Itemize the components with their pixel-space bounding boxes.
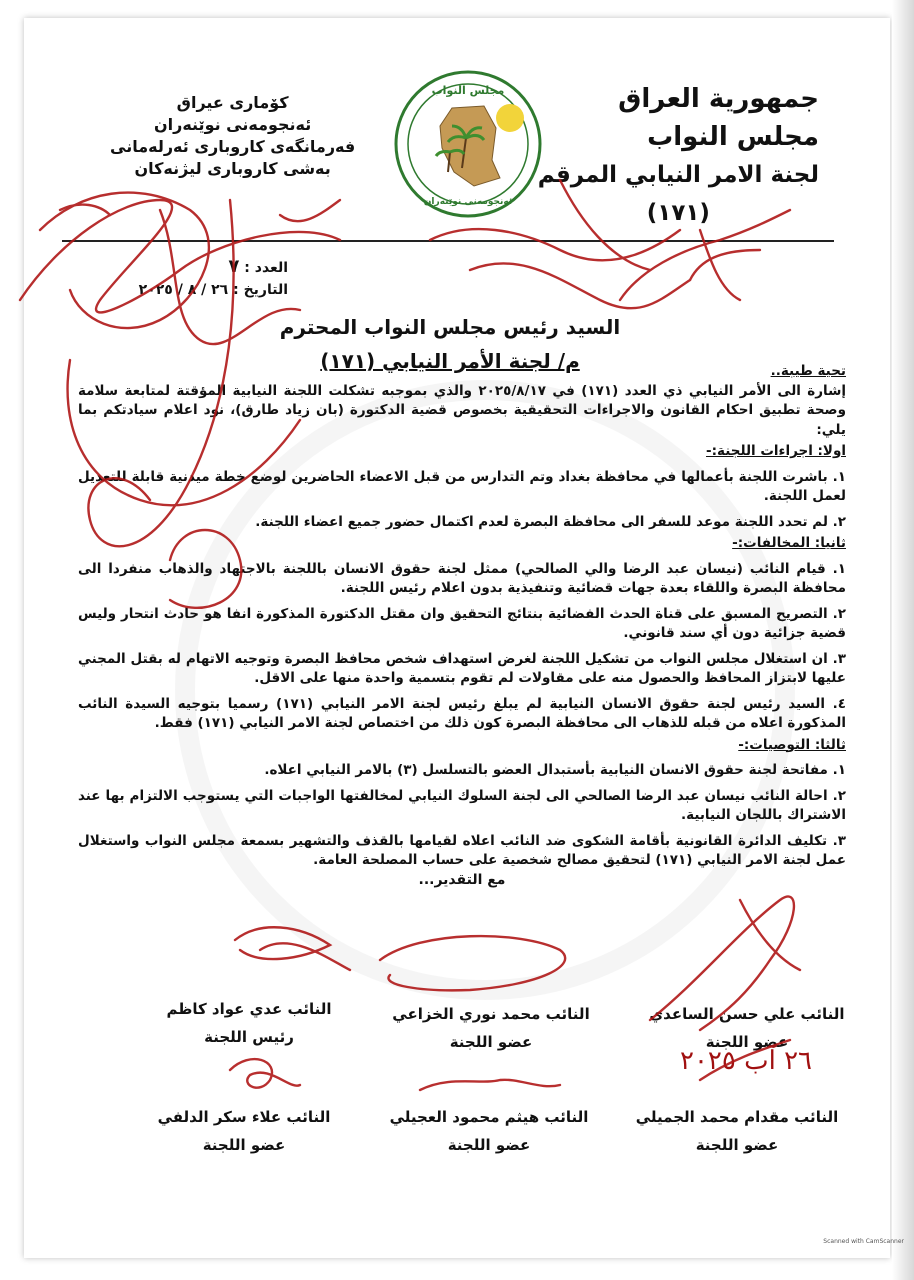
header-country: جمهورية العراق (618, 84, 819, 114)
header-arabic (538, 80, 819, 232)
header-committee-number: (١٧١) (646, 200, 710, 226)
violation-item-4: ٤. السيد رئيس لجنة حقوق الانسان النيابية لم يبلغ رئيس لجنة الامر النيابي (١٧١) رسميا بتوجيه السيدة النائب المذكورة اعلاه من قبله للذهاب الى محافظة البصرة كون ذلك من اختصاص لجنة الامر النيابي (١٧١) فقط. (78, 695, 846, 731)
number-value: ٧ (228, 256, 240, 277)
signature-block-2 (366, 1000, 616, 1056)
signature-block-6 (139, 1103, 349, 1159)
signatory-role: عضو اللجنة (202, 1136, 286, 1154)
date-label: التاريخ : (233, 282, 288, 298)
signatory-name: النائب هيثم محمود العجيلي (389, 1108, 589, 1126)
violation-item-1: ١. قيام النائب (نيسان عبد الرضا والي الصالحي) ممثل لجنة حقوق الانسان باللجنة بالاجتهاد والذهاب منفردا الى محافظة البصرة واللقاء بعدة جهات قضائية وتنفيذية بدون اعلام رئيس اللجنة. (78, 560, 846, 596)
signatory-role: عضو اللجنة (449, 1033, 533, 1051)
signatory-role: عضو اللجنة (447, 1136, 531, 1154)
signatory-name: النائب محمد نوري الخزاعي (392, 1005, 590, 1023)
page-edge-shadow (892, 0, 914, 1280)
signatory-name: النائب علاء سكر الدلفي (157, 1108, 331, 1126)
signatory-name: النائب علي حسن الساعدي (649, 1005, 845, 1023)
number-label: العدد : (244, 260, 288, 276)
procedure-item-2: ٢. لم تحدد اللجنة موعد للسفر الى محافظة البصرة لعدم اكتمال حضور جميع اعضاء اللجنة. (255, 513, 846, 530)
logo-bottom-text: ئەنجومەنى نوێنەران (423, 197, 513, 207)
header-ku-line2: ئەنجومەنى نوێنەران (153, 115, 312, 134)
header-ku-line4: بەشى كاروبارى ليژنەكان (134, 159, 331, 178)
addressee-title: السيد رئيس مجلس النواب المحترم (279, 315, 621, 339)
scanner-badge: Scanned with CamScanner (823, 1238, 904, 1245)
header-committee: لجنة الامر النيابي المرقم (537, 162, 819, 188)
signatory-role: رئيس اللجنة (204, 1028, 294, 1046)
date-value: ٢٦ / ٨ / ٢٠٢٥ (138, 282, 229, 298)
closing: مع التقدير... (418, 871, 506, 888)
header-ku-line3: فەرمانگەى كاروبارى ئەرلەمانى (110, 137, 356, 156)
signatory-role: عضو اللجنة (705, 1033, 789, 1051)
recommendation-item-2: ٢. احالة النائب نيسان عبد الرضا الصالحي الى لجنة السلوك النيابي لمخالفتها الواجبات التي يستوجب الالتزام بها عند الاشتراك باللجان النيابية. (78, 787, 846, 823)
recommendation-item-1: ١. مفاتحة لجنة حقوق الانسان النيابية بأستبدال العضو بالتسلسل (٣) بالامر النيابي اعلاه. (264, 762, 846, 778)
signatory-name: النائب مقدام محمد الجميلي (635, 1108, 839, 1126)
signature-block-3 (144, 995, 354, 1051)
greeting: تحية طيبة.. (770, 363, 846, 379)
recommendation-item-3: ٣. تكليف الدائرة القانونية بأقامة الشكوى ضد النائب اعلاه لقيامها بالقذف والتشهير بسمعة مجلس النواب واستغلال عمل لجنة الامر النيابي (١٧١) لتحقيق مصالح شخصية على حساب المصلحة العامة. (78, 832, 846, 868)
violation-item-2: ٢. التصريح المسبق على قناة الحدث الفضائية بنتائج التحقيق وان مقتل الدكتورة المذكورة انفا هو حادث انتحار وليس قضية جزائية دون أي سند قانوني. (78, 605, 846, 641)
handwritten-date: ٢٦ آب ٢٠٢٥ (680, 1046, 813, 1076)
logo-top-text: مجلس النواب (431, 84, 505, 97)
parliament-logo-icon (392, 68, 544, 220)
signatory-name: النائب عدي عواد كاظم (166, 1000, 332, 1018)
section-title-procedures: اولا: اجراءات اللجنة:- (706, 443, 846, 459)
reference-block (118, 256, 288, 301)
signature-block-4 (622, 1103, 852, 1159)
intro-paragraph: إشارة الى الأمر النيابي ذي العدد (١٧١) في ٢٠٢٥/٨/١٧ والذي بموجبه تشكلت اللجنة النيابية المؤقتة لمتابعة سلامة وصحة تطبيق احكام القانون والاجراءات التحقيقية بخصوص قضية الدكتورة (بان زياد طارق)، نود اعلام سيادتكم بما يلي: (78, 382, 846, 438)
header-divider (62, 240, 834, 242)
subject-line: م/ لجنة الأمر النيابي (١٧١) (320, 349, 580, 373)
header-ku-line1: كۆمارى عيراق (176, 93, 289, 112)
signatory-role: عضو اللجنة (695, 1136, 779, 1154)
procedure-item-1: ١. باشرت اللجنة بأعمالها في محافظة بغداد وتم التدارس من قبل الاعضاء الحاضرين لوضع خطة ميدنية قابلة للتعديل لعمل اللجنة. (78, 468, 846, 504)
violation-item-3: ٣. ان استغلال مجلس النواب من تشكيل اللجنة لغرض استهداف شخص محافظ البصرة وتوجيه الاتهام له بقتل المجني عليها لابتزاز المحافظ والحصول منه على مقاولات لم تقوم بتسمية واحدة منها على الاقل. (78, 650, 846, 686)
letter-body (78, 362, 846, 890)
signature-block-5 (364, 1103, 614, 1159)
section-title-recommendations: ثالثا: التوصيات:- (738, 736, 846, 753)
section-title-violations: ثانيا: المخالفات:- (732, 535, 846, 551)
header-kurdish (110, 92, 355, 180)
header-council: مجلس النواب (647, 122, 819, 152)
